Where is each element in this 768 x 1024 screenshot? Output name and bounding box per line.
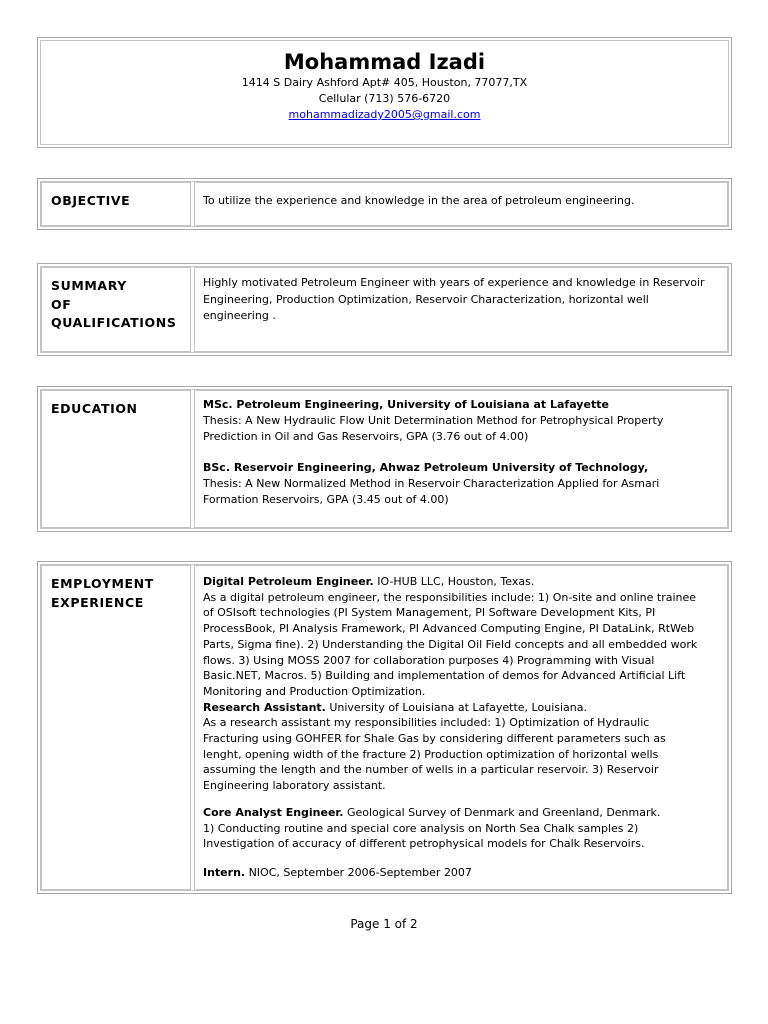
summary-section — [37, 263, 732, 356]
summary-label: SUMMARY OF QUALIFICATIONS — [51, 278, 177, 330]
page-number: Page 1 of 2 — [350, 917, 418, 931]
education-label-cell — [41, 390, 191, 528]
job-core-analyst-engineer: Core Analyst Engineer. Geological Survey of Denmark and Greenland, Denmark. 1) Conducting routine and special core analysis on North Sea Chalk samples 2) Investigation of accuracy of different petrophysical models for Chalk Reservoirs. — [203, 805, 661, 851]
phone: Cellular (713) 576-6720 — [318, 92, 451, 105]
education-label: EDUCATION — [51, 401, 138, 416]
resume-header — [37, 37, 732, 148]
education-entry-bsc: BSc. Reservoir Engineering, Ahwaz Petroleum University of Technology, Thesis: A New Normalized Method in Reservoir Characterization Applied for Asmari Formation Reservoirs, GPA (3.45 out of 4.00) — [203, 460, 660, 507]
employment-label: EMPLOYMENT EXPERIENCE — [51, 576, 154, 610]
email-link[interactable]: mohammadizady2005@gmail.com — [288, 108, 481, 121]
summary-content-cell — [194, 267, 728, 352]
education-entry-msc: MSc. Petroleum Engineering, University of Louisiana at Lafayette Thesis: A New Hydraulic Flow Unit Determination Method for Petrophysical Property Prediction in Oil and Gas Reservoirs, GPA (3.76 out of 4.00) — [203, 398, 664, 444]
objective-content-cell — [194, 182, 728, 226]
education-text — [203, 397, 719, 508]
employment-content-cell — [194, 565, 728, 890]
candidate-name: Mohammad Izadi — [283, 50, 486, 74]
employment-text — [203, 574, 719, 881]
employment-section — [37, 561, 732, 894]
objective-label-cell — [41, 182, 191, 226]
job-digital-petroleum-engineer: Digital Petroleum Engineer. IO-HUB LLC, Houston, Texas. As a digital petroleum engineer, the responsibilities include: 1) On-site and online trainee of OSIsoft technologies (PI System Management, PI Software Development Kits, PI ProcessBook, PI Analysis Framework, PI Advanced Computing Engine, PI DataLink, RtWeb Parts, Sigma fine). 2) Understanding the Digital Oil Field concepts and all embedded work flows. 3) Using MOSS 2007 for collaboration purposes 4) Programming with Visual Basic.NET, Macros. 5) Building and implementation of demos for Advanced Artificial Lift Monitoring and Production Optimization. — [203, 575, 698, 698]
education-section — [37, 386, 732, 532]
objective-label: OBJECTIVE — [51, 193, 131, 208]
education-content-cell — [194, 390, 728, 528]
summary-label-cell — [41, 267, 191, 352]
job-research-assistant: Research Assistant. University of Louisiana at Lafayette, Louisiana. As a research assistant my responsibilities included: 1) Optimization of Hydraulic Fracturing using GOHFER for Shale Gas by considering different parameters such as lenght, opening width of the fracture 2) Production optimization of horizontal wells assuming the length and the number of wells in a particular reservoir. 3) Reservoir Engineering laboratory assistant. — [203, 700, 666, 793]
objective-text: To utilize the experience and knowledge in the area of petroleum engineering. — [203, 194, 635, 207]
employment-label-cell — [41, 565, 191, 890]
address: 1414 S Dairy Ashford Apt# 405, Houston, 77077,TX — [241, 76, 528, 89]
job-intern: Intern. NIOC, September 2006-September 2007 — [203, 865, 472, 879]
objective-section — [37, 178, 732, 230]
summary-text: Highly motivated Petroleum Engineer with years of experience and knowledge in Reservoir Engineering, Production Optimization, Reservoir Characterization, horizontal well engineering . — [203, 276, 705, 322]
